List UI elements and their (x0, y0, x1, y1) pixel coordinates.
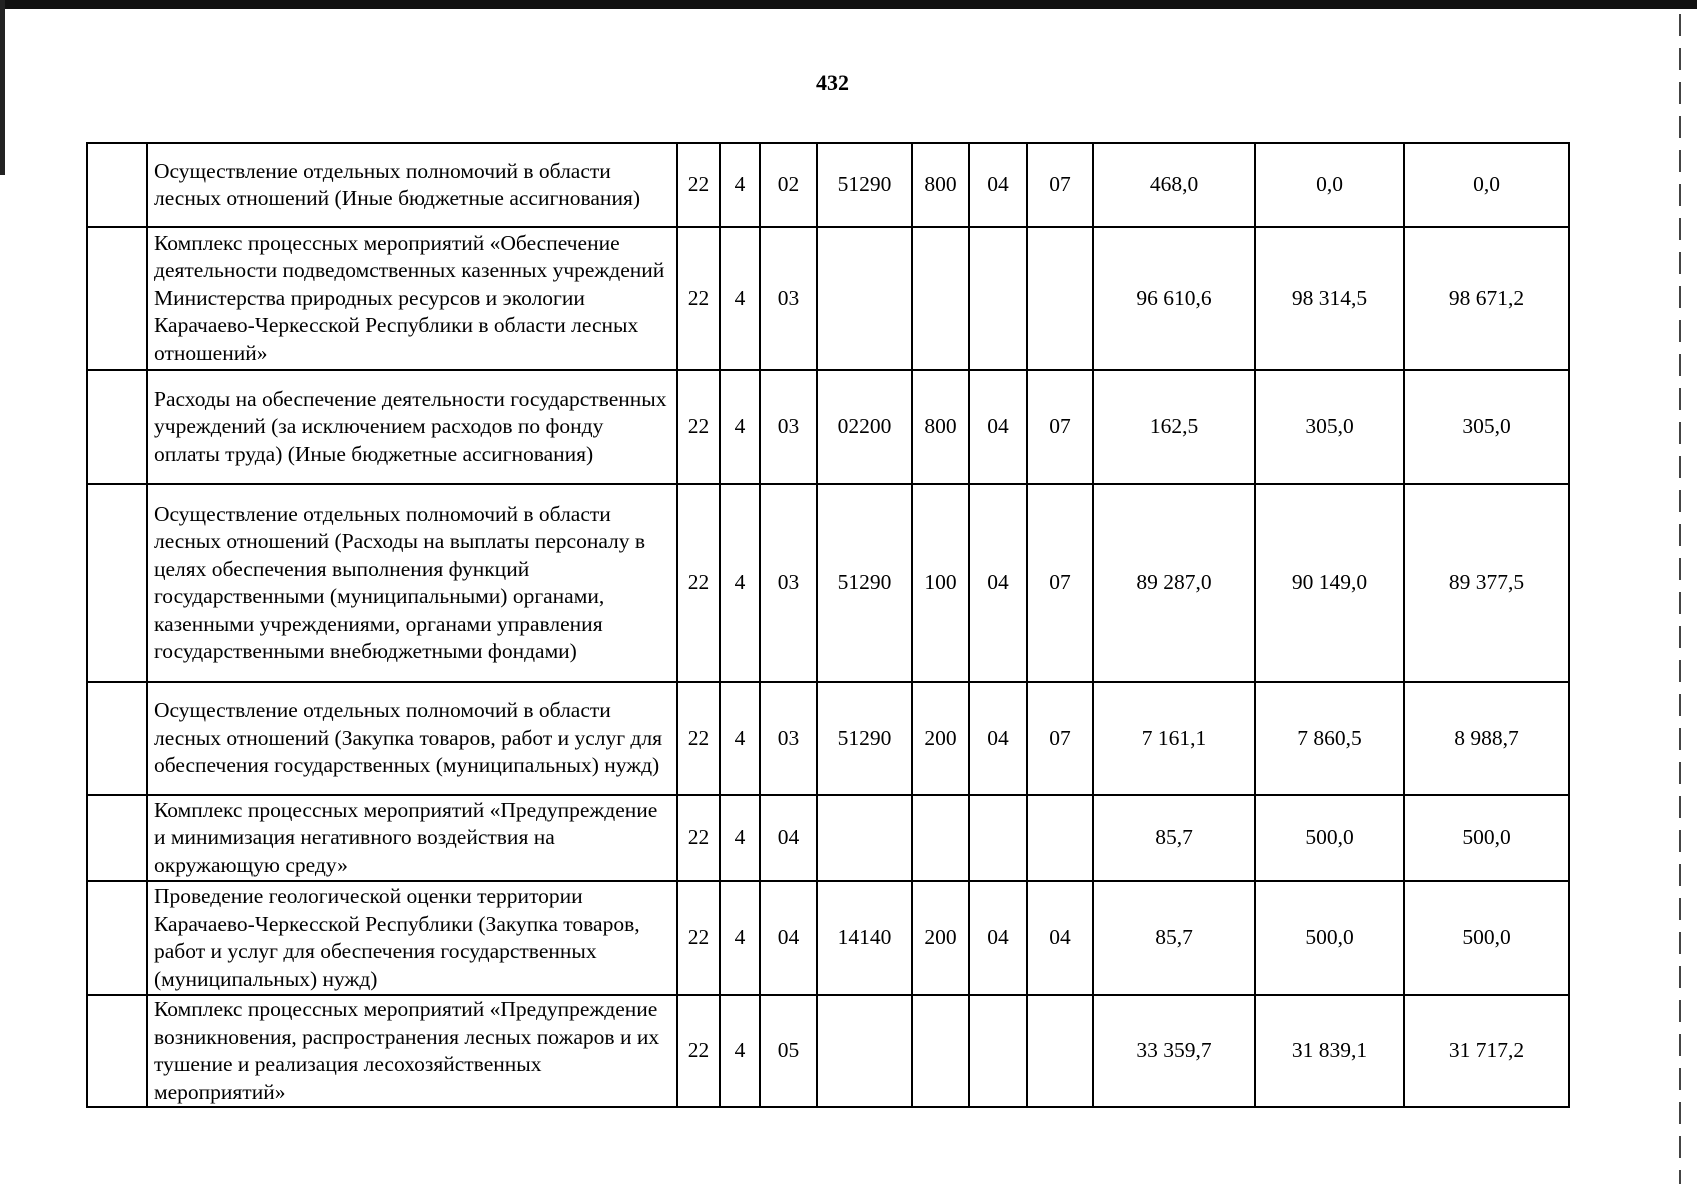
code-program-type: 4 (720, 795, 760, 881)
code-expense: 51290 (817, 484, 912, 682)
page-number: 432 (816, 70, 849, 95)
amount-year-2: 7 860,5 (1255, 682, 1404, 795)
code-section (969, 995, 1027, 1107)
code-ministry: 22 (677, 881, 720, 995)
code-ministry: 22 (677, 995, 720, 1107)
code-subsection: 04 (1027, 881, 1093, 995)
row-description: Расходы на обеспечение деятельности государственных учреждений (за исключением расходов по фонду оплаты труда) (Иные бюджетные ассигнования) (147, 370, 677, 484)
table-row (87, 143, 1569, 227)
row-description: Осуществление отдельных полномочий в области лесных отношений (Закупка товаров, работ и услуг для обеспечения государственных (муниципальных) нужд) (147, 682, 677, 795)
row-description: Комплекс процессных мероприятий «Предупреждение и минимизация негативного воздействия на окружающую среду» (147, 795, 677, 881)
code-program-type: 4 (720, 881, 760, 995)
code-section: 04 (969, 370, 1027, 484)
code-program-type: 4 (720, 143, 760, 227)
code-subsection: 07 (1027, 143, 1093, 227)
code-ministry: 22 (677, 143, 720, 227)
amount-year-2: 500,0 (1255, 795, 1404, 881)
code-subprogram: 03 (760, 484, 817, 682)
amount-year-1: 96 610,6 (1093, 227, 1255, 370)
row-number-cell (87, 227, 147, 370)
amount-year-1: 7 161,1 (1093, 682, 1255, 795)
row-description: Проведение геологической оценки территории Карачаево-Черкесской Республики (Закупка товаров, работ и услуг для обеспечения государственных (муниципальных) нужд) (147, 881, 677, 995)
amount-year-3: 89 377,5 (1404, 484, 1569, 682)
amount-year-1: 85,7 (1093, 795, 1255, 881)
code-section: 04 (969, 881, 1027, 995)
code-program-type: 4 (720, 484, 760, 682)
code-program-type: 4 (720, 227, 760, 370)
code-subprogram: 04 (760, 795, 817, 881)
code-expense: 02200 (817, 370, 912, 484)
table-row (87, 227, 1569, 370)
amount-year-2: 98 314,5 (1255, 227, 1404, 370)
code-subsection (1027, 795, 1093, 881)
code-section: 04 (969, 682, 1027, 795)
code-section: 04 (969, 143, 1027, 227)
table-body (87, 143, 1569, 1107)
table-row (87, 795, 1569, 881)
code-subsection: 07 (1027, 682, 1093, 795)
table-row (87, 682, 1569, 795)
code-expense-type (912, 227, 969, 370)
code-subsection (1027, 995, 1093, 1107)
amount-year-1: 468,0 (1093, 143, 1255, 227)
code-expense (817, 795, 912, 881)
amount-year-3: 500,0 (1404, 795, 1569, 881)
code-ministry: 22 (677, 795, 720, 881)
amount-year-3: 305,0 (1404, 370, 1569, 484)
amount-year-2: 305,0 (1255, 370, 1404, 484)
table-row (87, 484, 1569, 682)
amount-year-1: 162,5 (1093, 370, 1255, 484)
code-expense-type (912, 795, 969, 881)
code-program-type: 4 (720, 682, 760, 795)
code-program-type: 4 (720, 370, 760, 484)
table-row (87, 370, 1569, 484)
amount-year-1: 85,7 (1093, 881, 1255, 995)
code-program-type: 4 (720, 995, 760, 1107)
row-number-cell (87, 143, 147, 227)
code-expense (817, 227, 912, 370)
code-ministry: 22 (677, 682, 720, 795)
code-subsection: 07 (1027, 370, 1093, 484)
row-description: Осуществление отдельных полномочий в области лесных отношений (Расходы на выплаты персоналу в целях обеспечения выполнения функций государственными (муниципальными) органами, казенными учреждениями, органами управления государственными внебюджетными фондами) (147, 484, 677, 682)
code-expense-type: 200 (912, 682, 969, 795)
table-row (87, 881, 1569, 995)
amount-year-3: 500,0 (1404, 881, 1569, 995)
amount-year-2: 0,0 (1255, 143, 1404, 227)
row-number-cell (87, 484, 147, 682)
code-subprogram: 05 (760, 995, 817, 1107)
code-expense-type: 800 (912, 143, 969, 227)
code-subprogram: 02 (760, 143, 817, 227)
row-number-cell (87, 370, 147, 484)
code-expense-type (912, 995, 969, 1107)
row-description: Комплекс процессных мероприятий «Обеспечение деятельности подведомственных казенных учреждений Министерства природных ресурсов и экологии Карачаево-Черкесской Республики в области лесных отношений» (147, 227, 677, 370)
code-subsection (1027, 227, 1093, 370)
amount-year-2: 31 839,1 (1255, 995, 1404, 1107)
code-section (969, 795, 1027, 881)
code-expense-type: 800 (912, 370, 969, 484)
amount-year-1: 89 287,0 (1093, 484, 1255, 682)
code-expense: 14140 (817, 881, 912, 995)
code-subprogram: 03 (760, 227, 817, 370)
code-expense (817, 995, 912, 1107)
code-ministry: 22 (677, 370, 720, 484)
row-number-cell (87, 795, 147, 881)
row-description: Комплекс процессных мероприятий «Предупреждение возникновения, распространения лесных пожаров и их тушение и реализация лесохозяйственных мероприятий» (147, 995, 677, 1107)
amount-year-2: 90 149,0 (1255, 484, 1404, 682)
code-subprogram: 04 (760, 881, 817, 995)
code-ministry: 22 (677, 484, 720, 682)
amount-year-3: 31 717,2 (1404, 995, 1569, 1107)
code-subsection: 07 (1027, 484, 1093, 682)
code-expense-type: 100 (912, 484, 969, 682)
code-expense: 51290 (817, 143, 912, 227)
code-expense-type: 200 (912, 881, 969, 995)
amount-year-3: 8 988,7 (1404, 682, 1569, 795)
code-section: 04 (969, 484, 1027, 682)
row-number-cell (87, 881, 147, 995)
code-ministry: 22 (677, 227, 720, 370)
amount-year-2: 500,0 (1255, 881, 1404, 995)
amount-year-3: 98 671,2 (1404, 227, 1569, 370)
code-subprogram: 03 (760, 682, 817, 795)
scan-border-right (1679, 14, 1681, 1184)
code-expense: 51290 (817, 682, 912, 795)
amount-year-3: 0,0 (1404, 143, 1569, 227)
row-description: Осуществление отдельных полномочий в области лесных отношений (Иные бюджетные ассигнования) (147, 143, 677, 227)
code-section (969, 227, 1027, 370)
code-subprogram: 03 (760, 370, 817, 484)
table-row (87, 995, 1569, 1107)
row-number-cell (87, 995, 147, 1107)
row-number-cell (87, 682, 147, 795)
amount-year-1: 33 359,7 (1093, 995, 1255, 1107)
budget-table (86, 142, 1570, 1108)
scan-border-top (0, 0, 1697, 9)
